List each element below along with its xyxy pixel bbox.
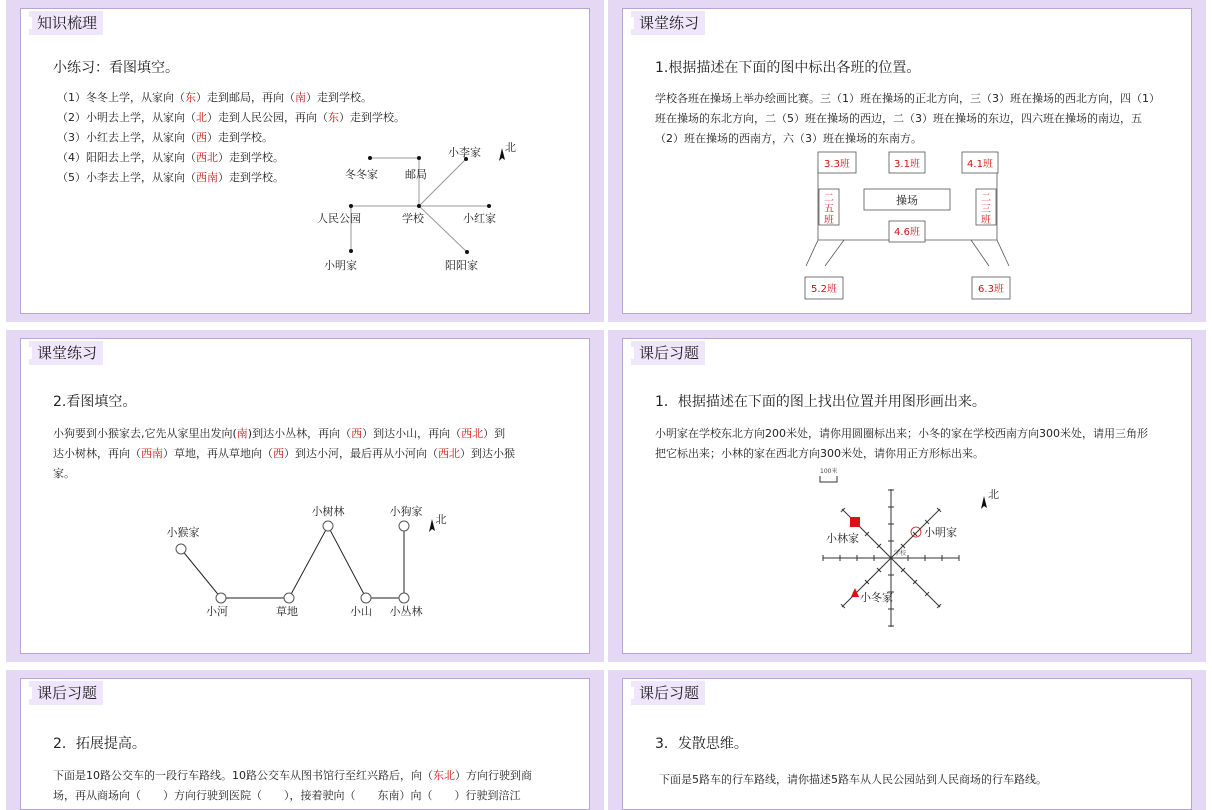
exercise-description: 下面是5路车的行车路线，请你描述5路车从人民公园站到人民商场的行车路线。: [659, 773, 1047, 786]
slide-card: [622, 338, 1192, 654]
label-school: 学校: [894, 550, 907, 557]
map-node: [176, 544, 186, 554]
label-xiaoming: 小明家: [324, 259, 357, 272]
north-arrow-icon: [981, 496, 987, 509]
playground-label: 操场: [896, 194, 918, 207]
label-hill: 小山: [350, 605, 372, 618]
box-class-6-3: 6.3班: [978, 284, 1004, 295]
box-class-4-1: 4.1班: [967, 159, 993, 170]
box-class-3-1: 3.1班: [894, 159, 920, 170]
playground-diagram: [623, 9, 1193, 315]
label-river: 小河: [206, 605, 228, 618]
label-monkey-home: 小猴家: [166, 526, 200, 539]
map-dot: [417, 204, 421, 208]
section-tag: 课堂练习: [29, 341, 103, 365]
map-node: [361, 593, 371, 603]
box-class-2-5: 班: [824, 215, 834, 226]
slide-bus-route: [6, 670, 604, 810]
box-class-4-6: 4.6班: [894, 227, 920, 238]
label-north: 北: [988, 488, 999, 501]
label-xiaoli: 小李家: [448, 146, 481, 159]
answer: 西: [273, 447, 284, 460]
box-class-2-5: 二: [824, 193, 834, 204]
fill-line: （1）冬冬上学，从家向（东）走到邮局，再向（南）走到学校。: [57, 91, 372, 104]
label-dongdong: 冬冬家: [345, 168, 378, 181]
section-tag: 课后习题: [631, 341, 705, 365]
map-node: [399, 521, 409, 531]
answer: 西北: [461, 427, 484, 440]
answer: 西北: [196, 151, 218, 164]
answer: 北: [196, 111, 207, 124]
slide-card: [20, 8, 590, 314]
box-class-2-5: 五: [824, 204, 834, 215]
slide-card: [622, 678, 1192, 810]
answer: 东: [328, 111, 339, 124]
label-tree: 小树林: [311, 505, 345, 518]
map-dot: [417, 156, 421, 160]
map-dot: [368, 156, 372, 160]
box-class-5-2: 5.2班: [811, 284, 837, 295]
fill-paragraph: [53, 766, 573, 806]
slide-puppy-route: [6, 330, 604, 662]
section-tag: 知识梳理: [29, 11, 103, 35]
label-xiaodong: 小冬家: [860, 591, 893, 604]
box-class-2-3: 二: [981, 193, 991, 204]
slide-compass-exercise: [608, 330, 1206, 662]
exercise-description: 小明家在学校东北方向200米处，请你用圆圈标出来；小冬的家在学校西南方向300米处，请用三角形 把它标出来；小林的家在西北方向300米处，请你用正方形标出来。: [655, 427, 1148, 460]
fill-line: （3）小红去上学，从家向（西）走到学校。: [57, 131, 273, 144]
answer: 西南: [196, 171, 218, 184]
fill-line: 下面是10路公交车的一段行车路线。10路公交车从图书馆行至红兴路后，向（东北）方向行驶到商: [53, 769, 532, 782]
exercise-heading: 1.根据描述在下面的图中标出各班的位置。: [655, 60, 921, 76]
label-dog-home: 小狗家: [389, 505, 423, 518]
slide-divergent-thinking: [608, 670, 1206, 810]
answer: 南: [236, 427, 248, 440]
answer: 东北: [433, 769, 455, 782]
label-school: 学校: [402, 212, 424, 225]
map-dot: [465, 250, 469, 254]
label-xiaoming: 小明家: [924, 526, 957, 539]
triangle-marker: [851, 588, 859, 597]
exercise-heading: 2．拓展提高。: [53, 736, 146, 752]
label-woods: 小丛林: [389, 605, 423, 618]
map-dot: [349, 204, 353, 208]
map-node: [216, 593, 226, 603]
box-class-2-3: 班: [981, 215, 991, 226]
label-north: 北: [435, 513, 447, 526]
label-grass: 草地: [276, 605, 298, 618]
fill-line: 家。: [53, 467, 75, 480]
map-node: [284, 593, 294, 603]
label-post-office: 邮局: [405, 168, 427, 181]
answer: 西北: [438, 447, 460, 460]
fill-line: 场，再从商场向（ ）方向行驶到医院（ ），接着驶向（ 东南）向（ ）行驶到涪江: [53, 789, 521, 802]
answer: 西: [351, 427, 363, 440]
slide-card: [622, 8, 1192, 314]
label-xiaolin: 小林家: [826, 532, 859, 545]
label-yangyang: 阳阳家: [445, 259, 478, 272]
section-tag: 课后习题: [631, 681, 705, 705]
slide-card: [20, 678, 590, 810]
map-node: [399, 593, 409, 603]
answer: 东: [185, 91, 196, 104]
square-marker: [850, 517, 860, 527]
label-park: 人民公园: [317, 212, 361, 225]
north-arrow-icon: [429, 519, 435, 532]
fill-line: （2）小明去上学，从家向（北）走到人民公园，再向（东）走到学校。: [57, 111, 405, 124]
box-class-3-3: 3.3班: [824, 159, 850, 170]
slide-class-positions: [608, 0, 1206, 322]
section-tag: 课堂练习: [631, 11, 705, 35]
fill-line: 小狗要到小猴家去,它先从家里出发向(南)到达小丛林，再向（西）到达小山，再向（西北）到: [53, 427, 506, 440]
slide-knowledge: [6, 0, 604, 322]
label-xiaohong: 小红家: [463, 212, 496, 225]
fill-line: （5）小李去上学，从家向（西南）走到学校。: [57, 171, 284, 184]
label-north: 北: [505, 141, 516, 154]
map-dot: [349, 249, 353, 253]
exercise-heading: 小练习：看图填空。: [53, 60, 179, 76]
fill-line: 达小树林，再向（西南）草地，再从草地向（西）到达小河，最后再从小河向（西北）到达小猴: [53, 447, 515, 460]
map-dot: [487, 204, 491, 208]
scale-label: 100米: [820, 468, 838, 475]
exercise-heading: 2.看图填空。: [53, 394, 137, 410]
answer: 南: [295, 91, 306, 104]
route-map: [21, 339, 591, 655]
route-map: [21, 9, 591, 315]
exercise-heading: 3．发散思维。: [655, 736, 748, 752]
slide-card: [20, 338, 590, 654]
exercise-heading: 1．根据描述在下面的图上找出位置并用图形画出来。: [655, 394, 986, 410]
answer: 西南: [141, 447, 163, 460]
exercise-description: 学校各班在操场上举办绘画比赛。三（1）班在操场的正北方向，三（3）班在操场的西北方向，四（1）班在操场的东北方向，二（5）班在操场的西边，二（3）班在操场的东边，四六班在操场的南边，五（2）班在操场的西南方，六（3）班在操场的东南方。: [655, 92, 1160, 145]
section-tag: 课后习题: [29, 681, 103, 705]
box-class-2-3: 三: [981, 204, 991, 215]
compass-diagram: [623, 339, 1193, 655]
map-node: [323, 521, 333, 531]
fill-line: （4）阳阳去上学，从家向（西北）走到学校。: [57, 151, 284, 164]
answer: 西: [196, 131, 207, 144]
